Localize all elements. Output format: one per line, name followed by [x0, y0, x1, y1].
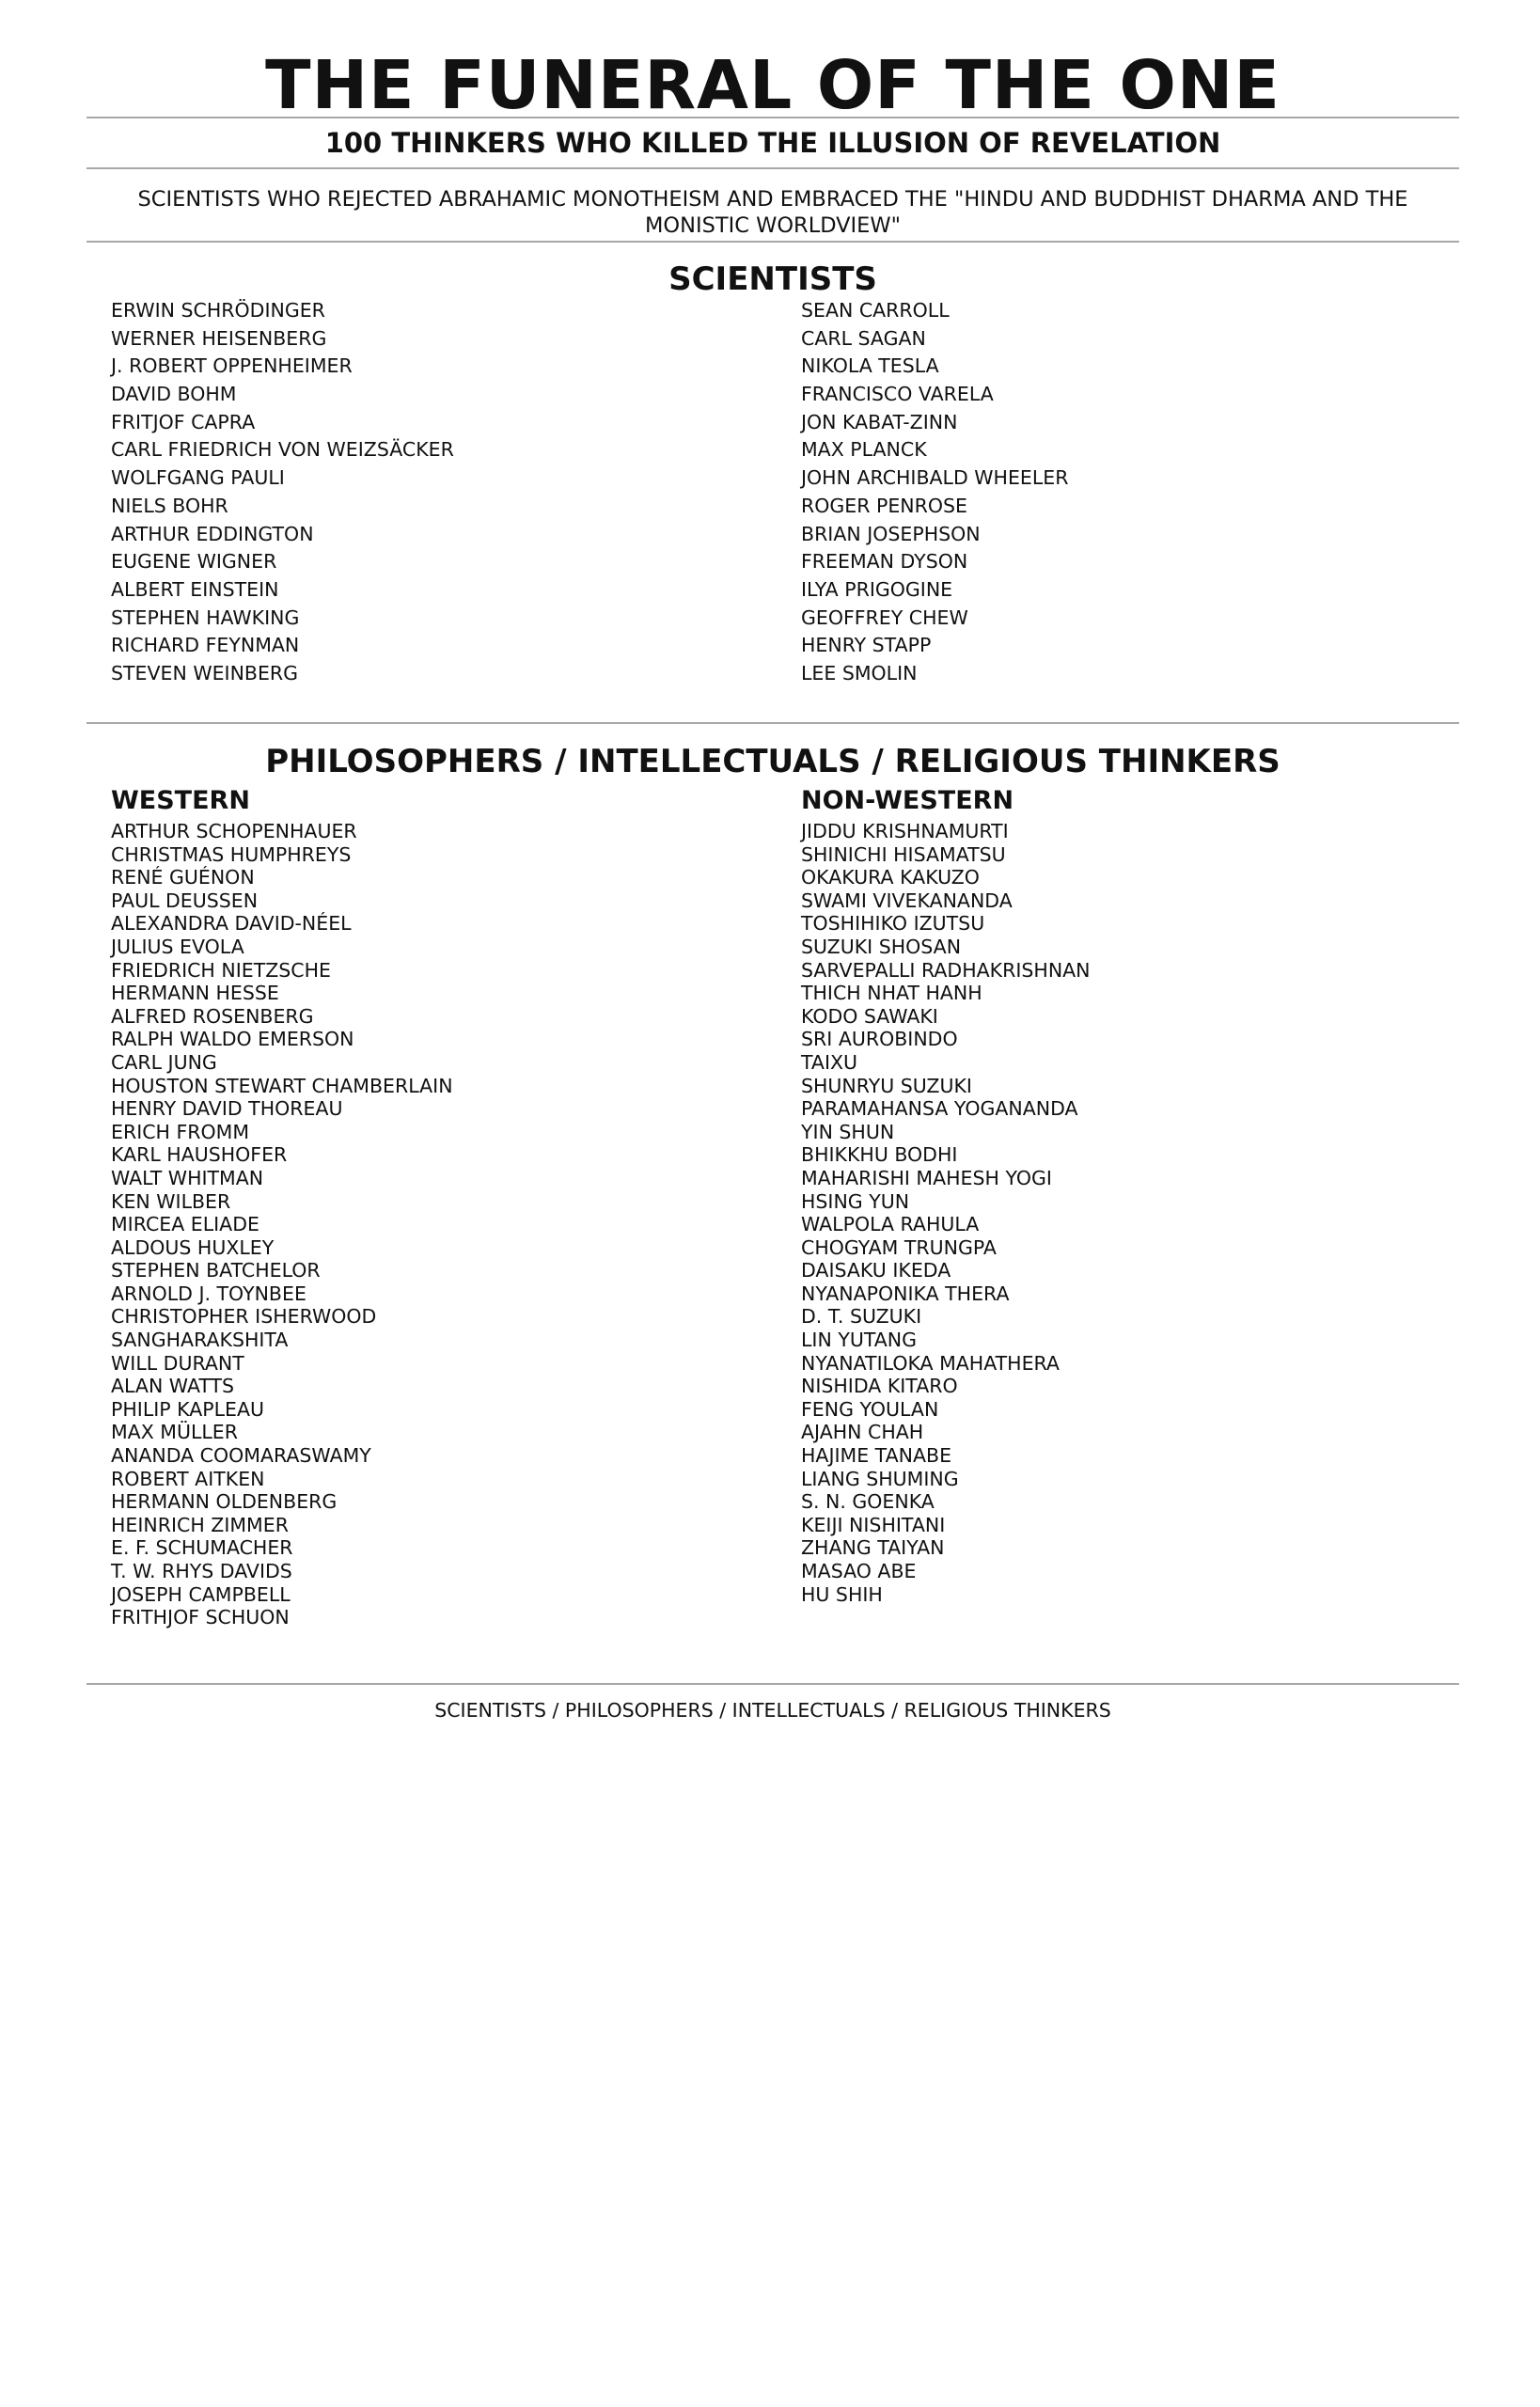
- list-item: PAUL DEUSSEN: [111, 889, 259, 912]
- list-item: BHIKKHU BODHI: [801, 1143, 958, 1167]
- list-item: ALAN WATTS: [111, 1375, 235, 1398]
- list-item: TAIXU: [801, 1050, 858, 1074]
- list-item: ROBERT AITKEN: [111, 1467, 265, 1490]
- list-item: SEAN CARROLL: [801, 299, 950, 322]
- list-item: EUGENE WIGNER: [111, 550, 277, 574]
- page-subtitle: 100 THINKERS WHO KILLED THE ILLUSION OF REVELATION: [324, 127, 1221, 159]
- list-item: ARTHUR SCHOPENHAUER: [111, 820, 357, 842]
- list-item: DAVID BOHM: [111, 383, 237, 406]
- philosophers-section: [86, 724, 1459, 1683]
- list-item: ALDOUS HUXLEY: [111, 1235, 275, 1259]
- page-title: THE FUNERAL OF THE ONE: [265, 46, 1281, 124]
- list-item: J. ROBERT OPPENHEIMER: [111, 354, 353, 378]
- list-item: LIANG SHUMING: [801, 1467, 959, 1490]
- list-item: E. F. SCHUMACHER: [111, 1536, 293, 1560]
- list-item: PHILIP KAPLEAU: [111, 1397, 265, 1421]
- list-item: WALT WHITMAN: [111, 1166, 264, 1189]
- list-item: FRITHJOF SCHUON: [111, 1606, 290, 1629]
- list-item: ILYA PRIGOGINE: [801, 577, 953, 601]
- list-item: S. N. GOENKA: [801, 1490, 935, 1514]
- list-item: JULIUS EVOLA: [111, 935, 244, 958]
- philosophers-columns: [86, 782, 1459, 1683]
- list-item: HEINRICH ZIMMER: [111, 1513, 289, 1536]
- list-item: ROGER PENROSE: [801, 494, 967, 517]
- list-item: STEPHEN BATCHELOR: [111, 1259, 321, 1282]
- list-item: HU SHIH: [801, 1582, 883, 1606]
- scientists-right-column: [801, 297, 1069, 688]
- list-item: KODO SAWAKI: [801, 1004, 938, 1028]
- list-item: SRI AUROBINDO: [801, 1028, 958, 1051]
- list-item: ALEXANDRA DAVID-NÉEL: [111, 912, 352, 936]
- list-item: STEVEN WEINBERG: [111, 661, 299, 684]
- list-item: RALPH WALDO EMERSON: [111, 1028, 354, 1051]
- list-item: AJAHN CHAH: [801, 1421, 924, 1444]
- philosophers-heading: PHILOSOPHERS / INTELLECTUALS / RELIGIOUS THINKERS: [265, 743, 1281, 780]
- list-item: ALBERT EINSTEIN: [111, 577, 279, 601]
- list-item: JOSEPH CAMPBELL: [111, 1582, 291, 1606]
- list-item: CHOGYAM TRUNGPA: [801, 1235, 997, 1259]
- list-item: FREEMAN DYSON: [801, 550, 968, 574]
- list-item: JIDDU KRISHNAMURTI: [801, 820, 1009, 842]
- list-item: FENG YOULAN: [801, 1397, 939, 1421]
- list-item: MAX PLANCK: [801, 438, 927, 462]
- western-list: [111, 820, 453, 1629]
- list-item: CHRISTOPHER ISHERWOOD: [111, 1305, 377, 1329]
- list-item: ARTHUR EDDINGTON: [111, 522, 314, 545]
- list-item: SHUNRYU SUZUKI: [801, 1074, 972, 1097]
- list-item: STEPHEN HAWKING: [111, 606, 300, 629]
- list-item: ANANDA COOMARASWAMY: [111, 1444, 371, 1468]
- list-item: DAISAKU IKEDA: [801, 1259, 951, 1282]
- list-item: FRANCISCO VARELA: [801, 383, 994, 406]
- document-page: [86, 0, 1459, 1724]
- list-item: JON KABAT-ZINN: [801, 410, 958, 433]
- list-item: HAJIME TANABE: [801, 1444, 952, 1468]
- list-item: KEIJI NISHITANI: [801, 1513, 946, 1536]
- list-item: YIN SHUN: [801, 1120, 895, 1143]
- list-item: LIN YUTANG: [801, 1329, 918, 1352]
- list-item: SWAMI VIVEKANANDA: [801, 889, 1013, 912]
- list-item: NYANAPONIKA THERA: [801, 1282, 1010, 1305]
- list-item: WILL DURANT: [111, 1351, 244, 1375]
- list-item: T. W. RHYS DAVIDS: [111, 1560, 292, 1582]
- western-column: [111, 782, 453, 1629]
- list-item: HERMANN HESSE: [111, 982, 279, 1005]
- scientists-left-column: [111, 297, 454, 688]
- nonwestern-heading: NON-WESTERN: [801, 786, 1014, 815]
- list-item: MAX MÜLLER: [111, 1421, 239, 1444]
- list-item: HERMANN OLDENBERG: [111, 1490, 338, 1514]
- list-item: HOUSTON STEWART CHAMBERLAIN: [111, 1074, 453, 1097]
- list-item: MAHARISHI MAHESH YOGI: [801, 1166, 1052, 1189]
- list-item: BRIAN JOSEPHSON: [801, 522, 981, 545]
- nonwestern-column: [801, 782, 1091, 1606]
- list-item: RICHARD FEYNMAN: [111, 634, 300, 657]
- list-item: NIELS BOHR: [111, 494, 228, 517]
- list-item: SANGHARAKSHITA: [111, 1329, 289, 1352]
- list-item: SHINICHI HISAMATSU: [801, 842, 1006, 866]
- list-item: HENRY DAVID THOREAU: [111, 1097, 343, 1121]
- list-item: CARL FRIEDRICH VON WEIZSÄCKER: [111, 438, 454, 462]
- list-item: ARNOLD J. TOYNBEE: [111, 1282, 306, 1305]
- list-item: WERNER HEISENBERG: [111, 326, 327, 350]
- list-item: SUZUKI SHOSAN: [801, 935, 962, 958]
- list-item: HENRY STAPP: [801, 634, 932, 657]
- list-item: TOSHIHIKO IZUTSU: [801, 912, 985, 936]
- list-item: GEOFFREY CHEW: [801, 606, 968, 629]
- list-item: KEN WILBER: [111, 1189, 231, 1213]
- list-item: LEE SMOLIN: [801, 661, 918, 684]
- list-item: CARL SAGAN: [801, 326, 926, 350]
- list-item: WOLFGANG PAULI: [111, 466, 285, 490]
- nonwestern-list: [801, 820, 1091, 1606]
- list-item: ERWIN SCHRÖDINGER: [111, 299, 325, 322]
- list-item: JOHN ARCHIBALD WHEELER: [801, 466, 1069, 490]
- list-item: HSING YUN: [801, 1189, 910, 1213]
- intro-text: SCIENTISTS WHO REJECTED ABRAHAMIC MONOTHEISM AND EMBRACED THE "HINDU AND BUDDHIST DHARMA AND THE MONISTIC WORLDVIEW": [137, 187, 1408, 238]
- list-item: KARL HAUSHOFER: [111, 1143, 288, 1167]
- list-item: ERICH FROMM: [111, 1120, 250, 1143]
- list-item: CARL JUNG: [111, 1050, 217, 1074]
- list-item: THICH NHAT HANH: [801, 982, 982, 1005]
- list-item: D. T. SUZUKI: [801, 1305, 922, 1329]
- list-item: NISHIDA KITARO: [801, 1375, 958, 1398]
- list-item: ALFRED ROSENBERG: [111, 1004, 314, 1028]
- scientists-columns: [86, 297, 1459, 722]
- list-item: MIRCEA ELIADE: [111, 1213, 259, 1236]
- list-item: FRITJOF CAPRA: [111, 410, 256, 433]
- list-item: CHRISTMAS HUMPHREYS: [111, 842, 352, 866]
- list-item: MASAO ABE: [801, 1560, 917, 1582]
- list-item: WALPOLA RAHULA: [801, 1213, 980, 1236]
- western-heading: WESTERN: [111, 786, 250, 815]
- list-item: ZHANG TAIYAN: [801, 1536, 945, 1560]
- list-item: RENÉ GUÉNON: [111, 866, 255, 889]
- list-item: NIKOLA TESLA: [801, 354, 939, 378]
- list-item: PARAMAHANSA YOGANANDA: [801, 1097, 1078, 1121]
- footer-text: SCIENTISTS / PHILOSOPHERS / INTELLECTUALS / RELIGIOUS THINKERS: [434, 1699, 1111, 1722]
- list-item: FRIEDRICH NIETZSCHE: [111, 958, 331, 982]
- list-item: NYANATILOKA MAHATHERA: [801, 1351, 1060, 1375]
- scientists-heading: SCIENTISTS: [668, 260, 877, 298]
- scientists-section: [86, 243, 1459, 722]
- list-item: OKAKURA KAKUZO: [801, 866, 980, 889]
- list-item: SARVEPALLI RADHAKRISHNAN: [801, 958, 1091, 982]
